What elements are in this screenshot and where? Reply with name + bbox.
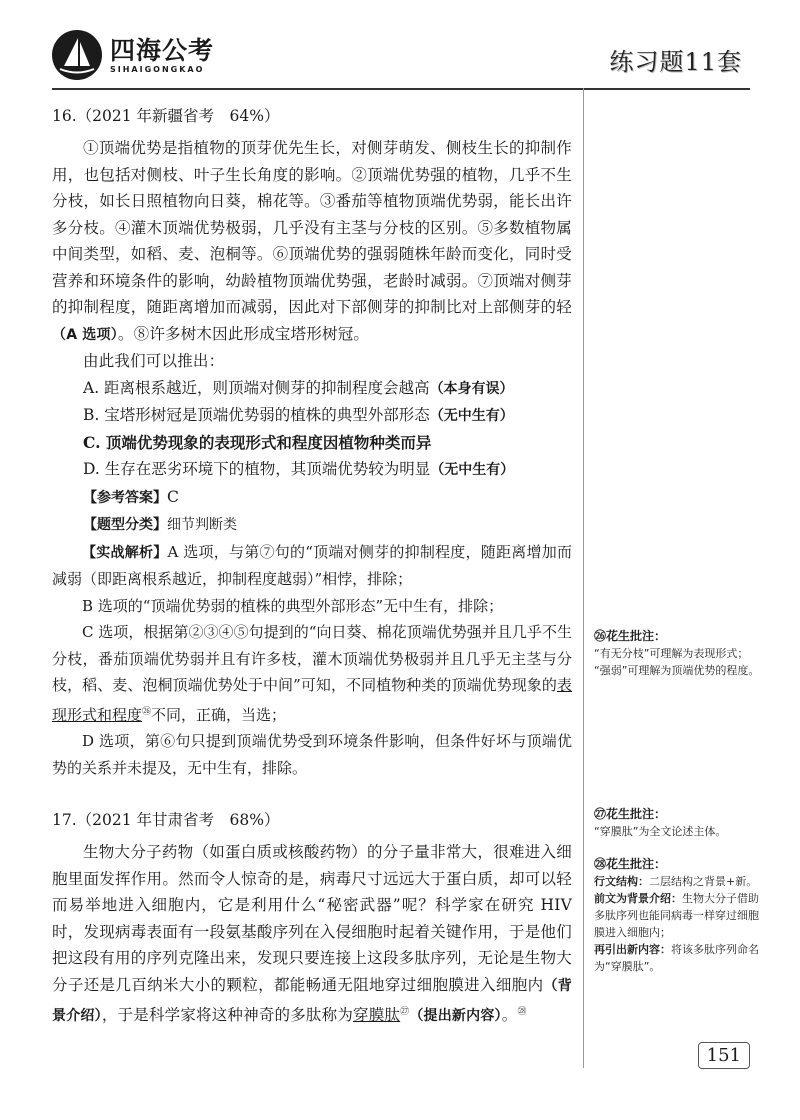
passage-17-text: 生物大分子药物（如蛋白质或核酸药物）的分子量非常大，很难进入细胞里面发挥作用。然而令人惊奇的是，病毒尺寸远远大于蛋白质，却可以轻而易举地进入细胞内，它是利用什么“秘密武器”呢？科学家在研究 HIV 时，发现病毒表面有一段氨基酸序列在入侵细胞时起着关键作用，于是他们把这段有用的序列克隆出来，发现只要连接上这段多肽序列，无论是生物大分子还是几百纳米大小的颗粒，都能畅通无阻地穿过细胞膜进入细胞内 [52, 843, 572, 994]
question-17-passage [52, 839, 572, 1030]
logo-english-name: SIHAIGONGKAO [110, 64, 205, 74]
analysis-a-text: A 选项，与第⑦句的“顶端对侧芽的抑制程度，随距离增加而减弱（即距离根系越近，抑制程度越弱）”相悖，排除； [52, 542, 572, 588]
analysis-d: D 选项，第⑥句只提到顶端优势受到环境条件影响，但条件好坏与顶端优势的关系并未提及，无中生有，排除。 [52, 732, 572, 777]
option-a-text: A. 距离根系越近，则顶端对侧芽的抑制程度会越高 [83, 378, 430, 397]
option-b [52, 402, 572, 430]
option-b-text: B. 宝塔形树冠是顶端优势弱的植株的典型外部形态 [83, 406, 430, 424]
type-label: 【题型分类】 [83, 517, 167, 533]
option-a [52, 375, 572, 403]
logo-chinese-name: 四海公考 [110, 35, 215, 65]
passage-17-mid: ，于是科学家将这种神奇的多肽称为 [101, 1006, 354, 1025]
analysis-c-text-end: 不同，正确，当选； [151, 705, 287, 724]
side-note-28-heading: ㉘花生批注： [594, 857, 667, 871]
analysis-a [52, 539, 572, 593]
brand-logo [52, 30, 214, 80]
option-a-tag: （本身有误） [429, 380, 514, 397]
type-line [52, 511, 572, 539]
side-note-28-value-1: 二层结构之背景+新。 [649, 875, 758, 888]
side-note-26-heading: ㉖花生批注： [594, 629, 667, 643]
set-title: 练习题11套 [609, 48, 742, 76]
analysis-c-underline: 表现形式和程度 [52, 676, 572, 724]
page-header [0, 0, 800, 100]
footnote-28-marker[interactable]: ㉘ [517, 1007, 527, 1017]
option-b-tag: （无中生有） [429, 408, 514, 424]
analysis-label: 【实战解析】 [82, 544, 168, 561]
answer-value: C [167, 487, 179, 506]
side-note-26 [594, 628, 764, 679]
option-d [52, 456, 572, 484]
side-note-26-line-2: “强弱”可理解为顶端优势的程度。 [594, 664, 760, 677]
passage-17-underline: 穿膜肽 [353, 1006, 401, 1025]
page-number: 151 [698, 1042, 750, 1069]
passage-tag-a: （A 选项） [52, 326, 118, 343]
analysis-b: B 选项的“顶端优势弱的植株的典型外部形态”无中生有，排除； [82, 596, 504, 615]
side-note-28-key-3: 再引出新内容： [594, 943, 671, 956]
footnote-27-marker[interactable]: ㉗ [400, 1007, 410, 1017]
passage-text-end: 。⑧许多树木因此形成宝塔形树冠。 [117, 324, 370, 343]
question-16-heading: 16.（2021 年新疆省考 64%） [52, 107, 280, 125]
margin-divider [583, 88, 584, 1068]
answer-label: 【参考答案】 [83, 489, 167, 506]
type-value: 细节判断类 [167, 517, 237, 533]
side-note-28-value-3: 将该多肽序列命名为“穿膜肽”。 [594, 943, 759, 973]
side-note-28-key-1: 行文结构： [594, 875, 649, 888]
sailboat-logo-icon [52, 30, 102, 80]
side-note-27-line-1: “穿膜肽”为全文论述主体。 [594, 825, 727, 838]
question-16-stem: 由此我们可以推出： [83, 352, 225, 370]
side-note-28-key-2: 前文为背景介绍： [594, 892, 682, 905]
analysis-c [52, 619, 572, 728]
header-divider [52, 88, 750, 90]
side-note-28-line-3 [594, 941, 764, 975]
main-column [52, 95, 572, 1030]
side-note-27-heading: ㉗花生批注： [594, 807, 667, 821]
passage-text: ①顶端优势是指植物的顶芽优先生长，对侧芽萌发、侧枝生长的抑制作用，也包括对侧枝、叶子生长角度的影响。②顶端优势强的植物，几乎不生分枝，如长日照植物向日葵，棉花等。③番茄等植物顶端优势弱，能长出许多分枝。④灌木顶端优势极弱，几乎没有主茎与分枝的区别。⑤多数植物属中间类型，如稻、麦、泡桐等。⑥顶端优势的强弱随株年龄而变化，同时受营养和环境条件的影响，幼龄植物顶端优势强，老龄时减弱。⑦顶端对侧芽的抑制程度，随距离增加而减弱，因此对下部侧芽的抑制比对上部侧芽的轻 [52, 139, 572, 316]
side-note-28-line-1 [594, 873, 764, 890]
option-d-tag: （无中生有） [430, 462, 515, 478]
answer-line [52, 484, 572, 512]
passage-17-tag-background: （背景介绍） [52, 977, 573, 1025]
footnote-26-marker[interactable]: ㉖ [142, 706, 152, 717]
question-16-passage [52, 135, 572, 348]
question-17-heading: 17.（2021 年甘肃省考 68%） [52, 811, 280, 829]
option-d-text: D. 生存在恶劣环境下的植物，其顶端优势较为明显 [83, 460, 431, 478]
option-c: C. 顶端优势现象的表现形式和程度因植物种类而异 [83, 432, 432, 452]
analysis-c-text: C 选项，根据第②③④⑤句提到的“向日葵、棉花顶端优势强并且几乎不生分枝，番茄顶端优势弱并且有许多枝，灌木顶端优势极弱并且几乎无主茎与分枝，稻、麦、泡桐顶端优势处于中间”可知，不同植物种类的顶端优势现象的 [52, 623, 572, 694]
side-note-28 [594, 856, 764, 975]
passage-17-end: 。 [501, 1006, 518, 1025]
side-note-26-line-1: “有无分枝”可理解为表现形式； [594, 647, 749, 660]
side-note-28-line-2 [594, 890, 764, 941]
passage-17-tag-new: （提出新内容） [409, 1008, 502, 1025]
side-note-27 [594, 806, 764, 840]
side-note-28-value-2: 生物大分子借助多肽序列也能同病毒一样穿过细胞膜进入细胞内； [594, 892, 759, 939]
